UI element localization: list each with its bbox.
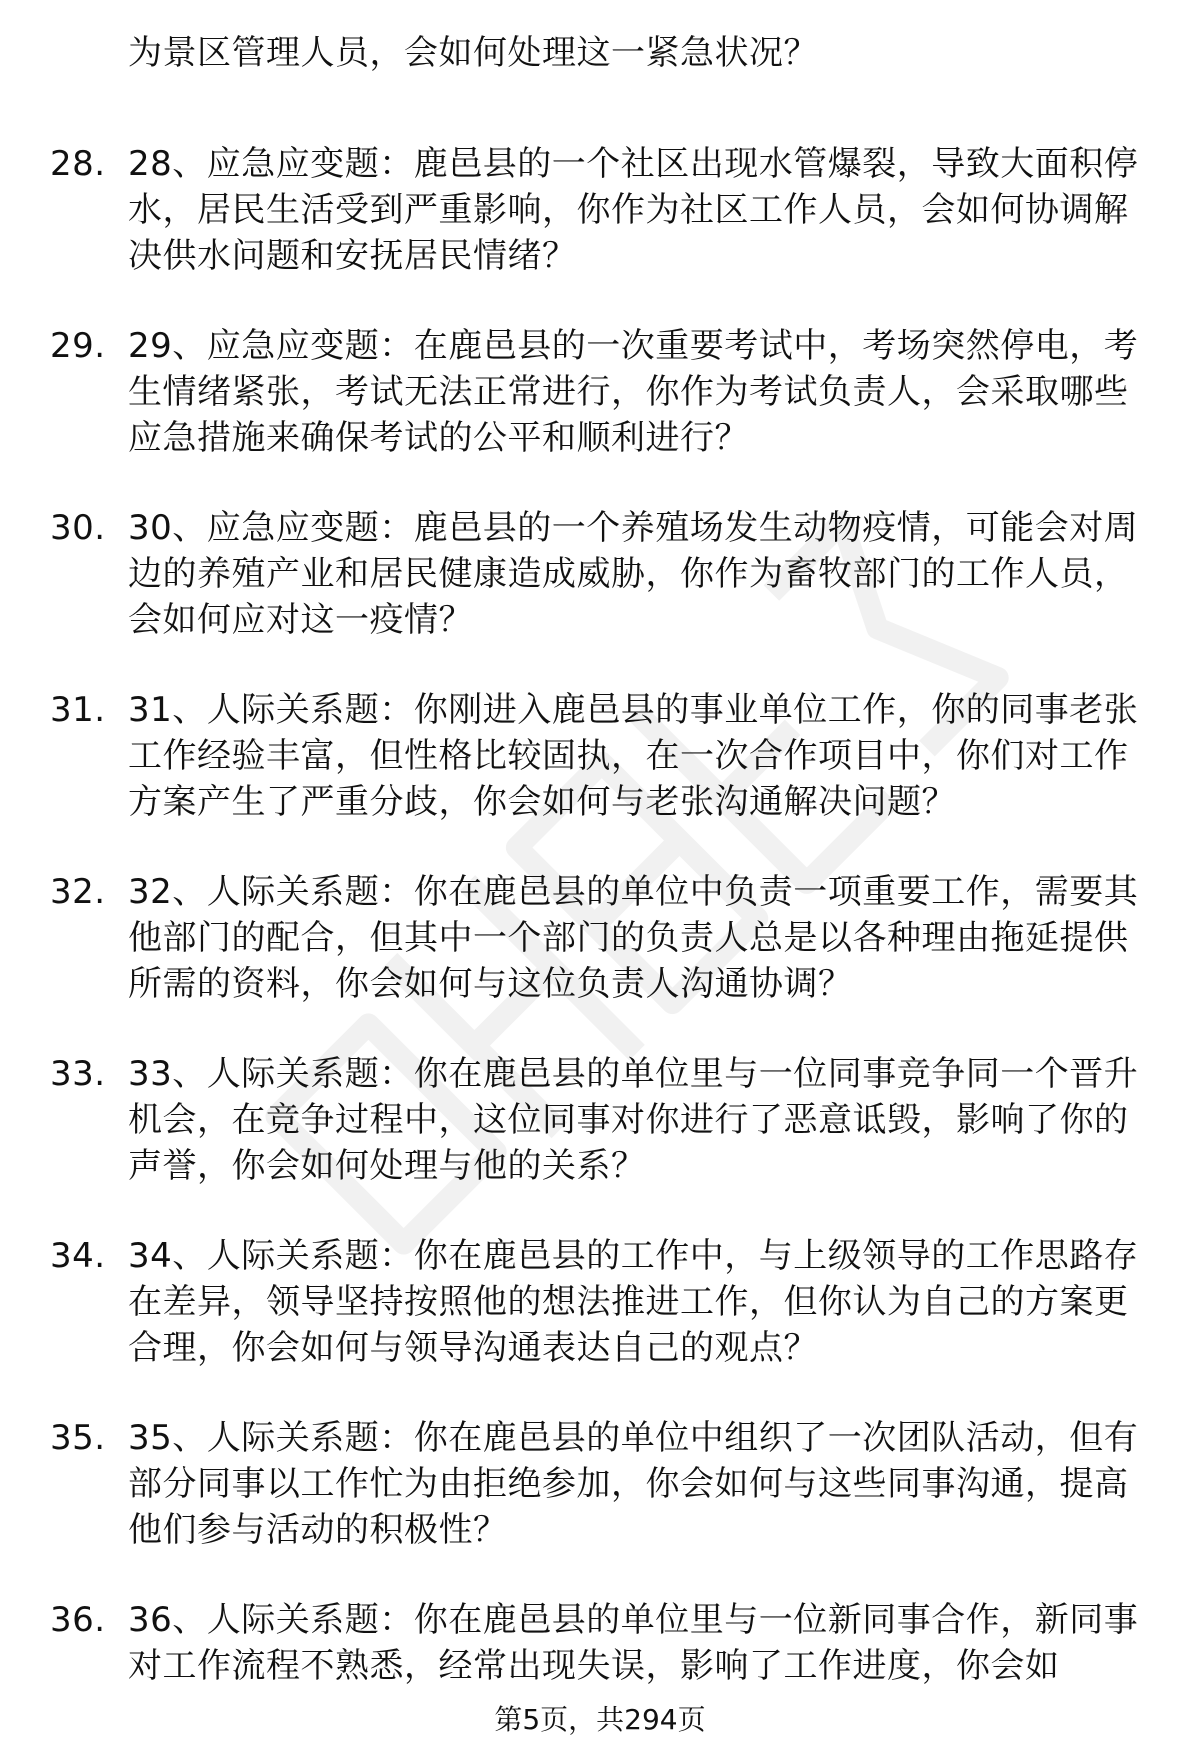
question-text: 30、应急应变题：鹿邑县的一个养殖场发生动物疫情，可能会对周边的养殖产业和居民健康造成威胁，你作为畜牧部门的工作人员，会如何应对这一疫情？: [128, 508, 1139, 640]
question-number: 28.: [50, 144, 106, 184]
question-text: 32、人际关系题：你在鹿邑县的单位中负责一项重要工作，需要其他部门的配合，但其中一个部门的负责人总是以各种理由拖延提供所需的资料，你会如何与这位负责人沟通协调？: [128, 872, 1139, 1004]
question-number: 33.: [50, 1054, 106, 1094]
list-item: [0, 1233, 1200, 1371]
question-number: 30.: [50, 508, 106, 548]
question-text: 36、人际关系题：你在鹿邑县的单位里与一位新同事合作，新同事对工作流程不熟悉，经常出现失误，影响了工作进度，你会如: [128, 1600, 1139, 1686]
list-item: [0, 141, 1200, 279]
question-number: 34.: [50, 1236, 106, 1276]
question-text: 29、应急应变题：在鹿邑县的一次重要考试中，考场突然停电，考生情绪紧张，考试无法正常进行，你作为考试负责人，会采取哪些应急措施来确保考试的公平和顺利进行？: [128, 326, 1139, 458]
list-item: [0, 323, 1200, 461]
question-list: [0, 141, 1200, 1689]
question-text: 33、人际关系题：你在鹿邑县的单位里与一位同事竞争同一个晋升机会，在竞争过程中，这位同事对你进行了恶意诋毁，影响了你的声誉，你会如何处理与他的关系？: [128, 1054, 1139, 1186]
question-text: 28、应急应变题：鹿邑县的一个社区出现水管爆裂，导致大面积停水，居民生活受到严重影响，你作为社区工作人员，会如何协调解决供水问题和安抚居民情绪？: [128, 144, 1139, 276]
list-item: [0, 869, 1200, 1007]
list-item: [0, 687, 1200, 825]
question-number: 36.: [50, 1600, 106, 1640]
continuation-text: 为景区管理人员，会如何处理这一紧急状况？: [128, 33, 818, 73]
question-text: 31、人际关系题：你刚进入鹿邑县的事业单位工作，你的同事老张工作经验丰富，但性格比较固执，在一次合作项目中，你们对工作方案产生了严重分歧，你会如何与老张沟通解决问题？: [128, 690, 1139, 822]
list-item: [0, 1415, 1200, 1553]
list-item: [0, 1051, 1200, 1189]
question-number: 29.: [50, 326, 106, 366]
question-text: 34、人际关系题：你在鹿邑县的工作中，与上级领导的工作思路存在差异，领导坚持按照他的想法推进工作，但你认为自己的方案更合理，你会如何与领导沟通表达自己的观点？: [128, 1236, 1139, 1368]
question-text: 35、人际关系题：你在鹿邑县的单位中组织了一次团队活动，但有部分同事以工作忙为由拒绝参加，你会如何与这些同事沟通，提高他们参与活动的积极性？: [128, 1418, 1139, 1550]
question-number: 31.: [50, 690, 106, 730]
question-number: 32.: [50, 872, 106, 912]
list-item: [0, 1597, 1200, 1689]
question-number: 35.: [50, 1418, 106, 1458]
page-number: 第5页，共294页: [494, 1703, 706, 1736]
list-item: [0, 505, 1200, 643]
